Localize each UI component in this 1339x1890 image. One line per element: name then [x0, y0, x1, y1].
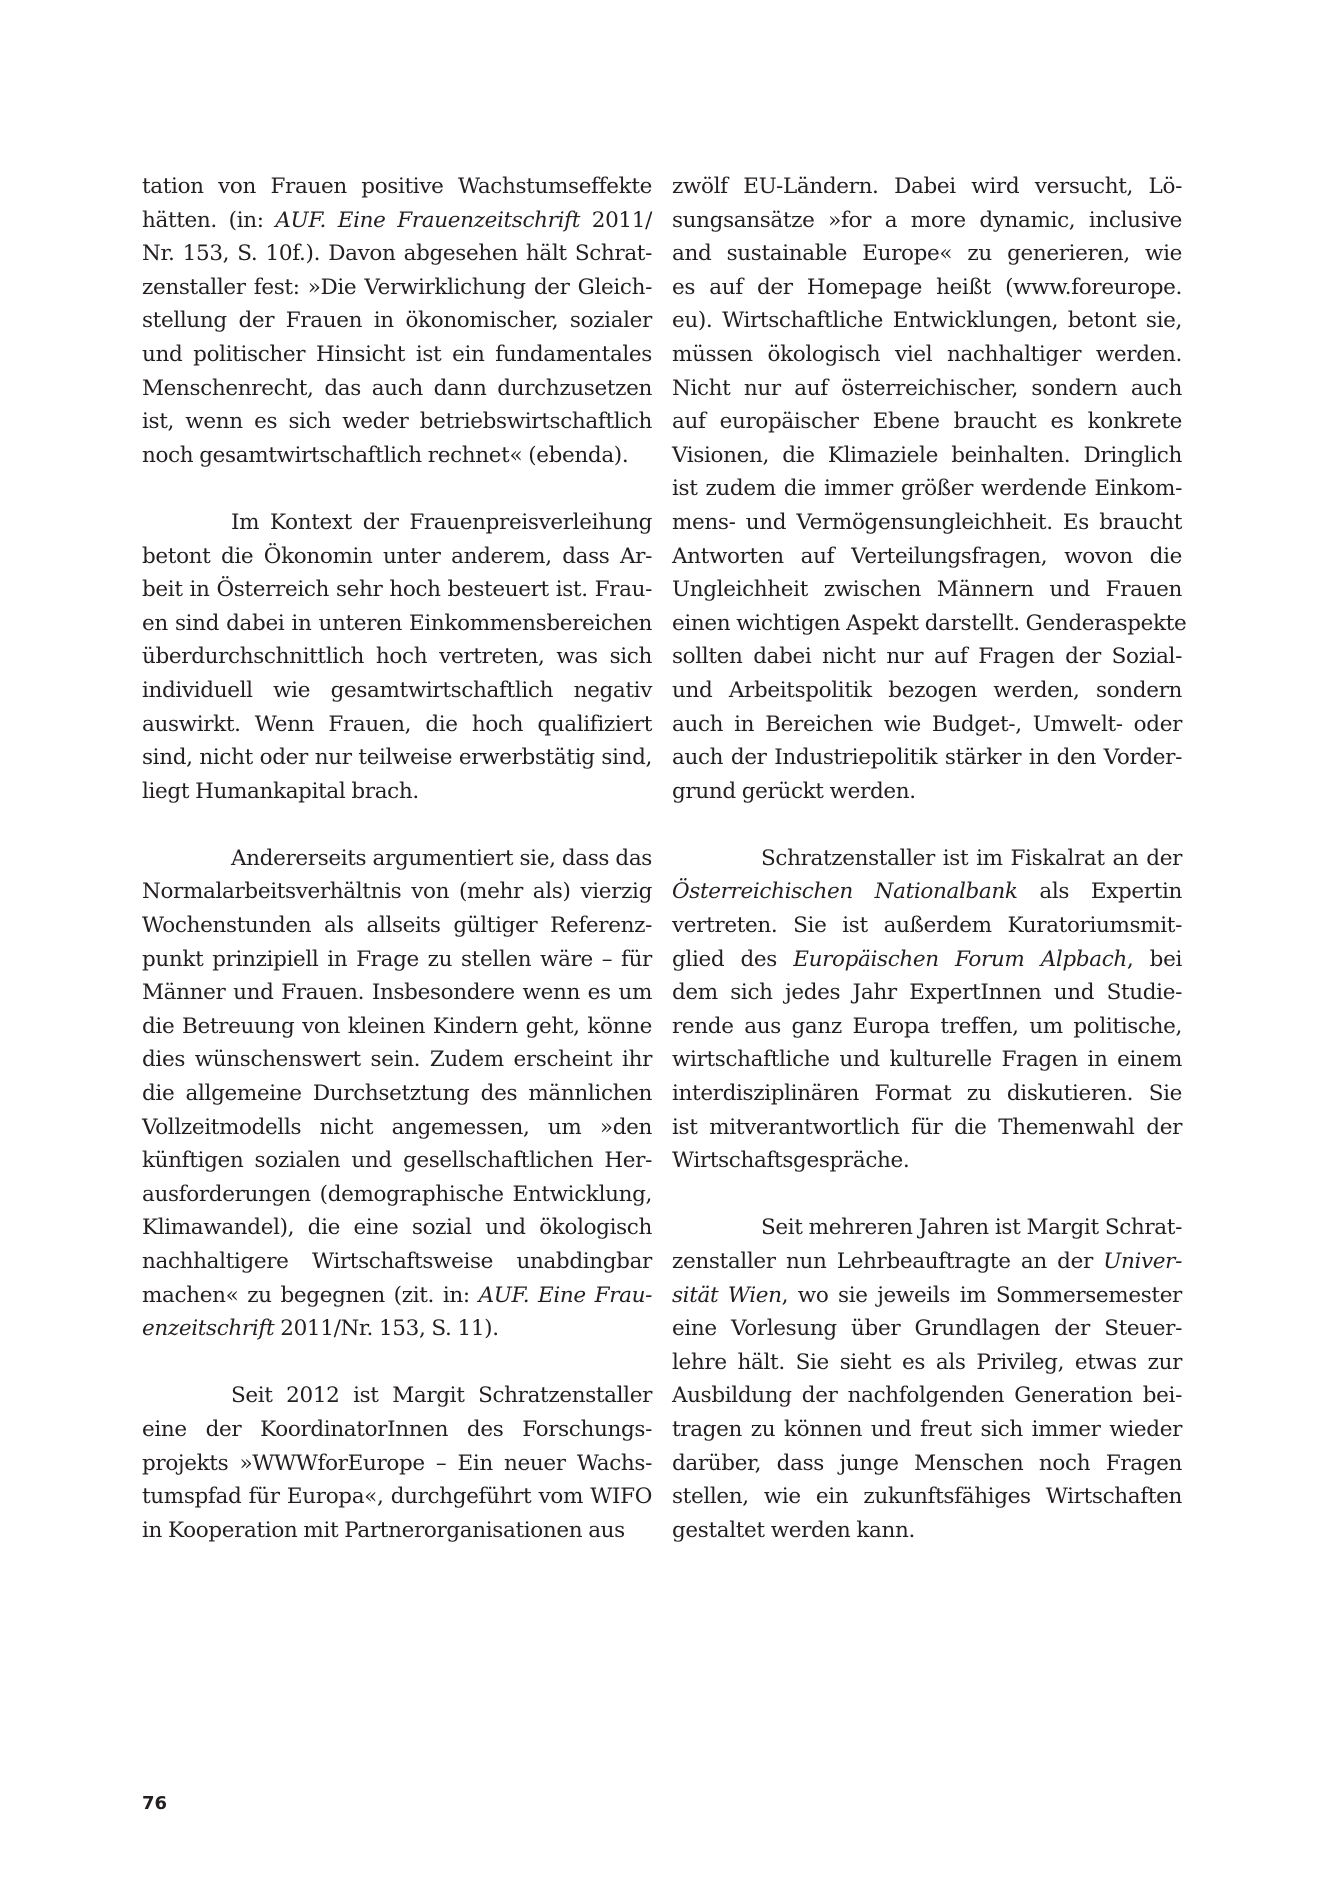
text-line — [672, 1245, 1182, 1279]
text-line — [672, 674, 1182, 708]
text-line — [672, 1413, 1182, 1447]
text-line — [672, 237, 1182, 271]
text-run: sungsansätze »for a more dynamic, inclusive — [672, 207, 1182, 233]
text-run: eine der KoordinatorInnen des Forschungs- — [142, 1416, 652, 1442]
text-run: Schratzenstaller ist im Fiskalrat an der — [761, 845, 1182, 871]
text-line — [142, 405, 652, 439]
text-run: ausforderungen (demographische Entwicklung, — [142, 1181, 652, 1207]
text-line — [142, 1447, 652, 1481]
text-run: grund gerückt werden. — [672, 778, 916, 804]
text-run: zwölf EU-Ländern. Dabei wird versucht, Lö- — [672, 174, 1182, 199]
text-run: , bei — [1126, 946, 1182, 972]
text-run: mens- und Vermögensungleichheit. Es braucht — [672, 509, 1182, 535]
text-run: es auf der Homepage heißt (www.foreurope. — [672, 274, 1182, 300]
text-run: stellen, wie ein zukunftsfähiges Wirtschaften — [672, 1484, 1182, 1510]
text-run: zenstaller fest: »Die Verwirklichung der Gleich- — [142, 274, 652, 300]
text-run: vertreten. Sie ist außerdem Kuratoriumsmit- — [672, 913, 1182, 939]
text-line — [142, 506, 652, 540]
text-run: sind, nicht oder nur teilweise erwerbstätig sind, — [142, 745, 652, 771]
text-run: projekts »WWWforEurope – Ein neuer Wachs- — [142, 1450, 652, 1476]
text-line — [672, 875, 1182, 909]
text-line — [672, 1514, 1182, 1548]
text-line — [672, 405, 1182, 439]
text-run: ist mitverantwortlich für die Themenwahl der — [672, 1114, 1182, 1140]
text-run: interdisziplinären Format zu diskutieren. Sie — [672, 1081, 1182, 1107]
text-line — [142, 1043, 652, 1077]
paragraph — [672, 170, 1187, 808]
text-run: darüber, dass junge Menschen noch Fragen — [672, 1450, 1182, 1476]
text-run: Menschenrecht, das auch dann durchzusetzen — [142, 375, 652, 401]
text-run: Wochenstunden als allseits gültiger Referenz- — [142, 913, 652, 939]
text-run: en sind dabei in unteren Einkommensbereichen — [142, 610, 652, 636]
text-run: und politischer Hinsicht ist ein fundamentales — [142, 341, 652, 367]
text-line — [142, 573, 652, 607]
text-line — [142, 708, 652, 742]
text-line — [142, 640, 652, 674]
text-line — [142, 1211, 652, 1245]
text-run: punkt prinzipiell in Frage zu stellen wäre – für — [142, 946, 652, 972]
text-line — [142, 237, 652, 271]
paragraph — [672, 842, 1182, 1178]
text-line — [142, 607, 652, 641]
text-line — [142, 1413, 652, 1447]
text-line — [142, 1010, 652, 1044]
text-run: die Betreuung von kleinen Kindern geht, könne — [142, 1013, 652, 1039]
text-run: sollten dabei nicht nur auf Fragen der Sozial- — [672, 644, 1182, 670]
text-run: 2011/Nr. 153, S. 11). — [274, 1316, 499, 1342]
paragraph — [672, 1211, 1182, 1547]
text-run: als Expertin — [1017, 879, 1182, 905]
text-line — [142, 1480, 652, 1514]
text-run: Männer und Frauen. Insbesondere wenn es um — [142, 980, 652, 1006]
text-run: noch gesamtwirtschaftlich rechnet« (ebenda). — [142, 442, 629, 468]
text-line — [672, 909, 1182, 943]
text-line — [142, 842, 652, 876]
text-run: betont die Ökonomin unter anderem, dass Ar- — [142, 543, 652, 569]
text-run: Visionen, die Klimaziele beinhalten. Dringlich — [672, 442, 1182, 468]
text-line — [672, 573, 1182, 607]
paragraph — [142, 170, 652, 472]
text-line — [672, 1144, 1182, 1178]
text-line — [142, 976, 652, 1010]
text-line — [672, 1111, 1182, 1145]
text-line — [142, 909, 652, 943]
text-run: und Arbeitspolitik bezogen werden, sondern — [672, 677, 1182, 703]
text-run: Nicht nur auf österreichischer, sondern auch — [672, 375, 1182, 401]
text-run: Nr. 153, S. 10f.). Davon abgesehen hält Schrat- — [142, 241, 652, 267]
text-line — [142, 775, 652, 809]
right-text-column — [672, 170, 1187, 1547]
text-line — [142, 1279, 652, 1313]
text-run: Seit 2012 ist Margit Schratzenstaller — [231, 1383, 652, 1409]
text-run: auswirkt. Wenn Frauen, die hoch qualifiziert — [142, 711, 652, 737]
text-line — [672, 1211, 1182, 1245]
text-run: dem sich jedes Jahr ExpertInnen und Studie- — [672, 980, 1182, 1006]
text-run: Klimawandel), die eine sozial und ökologisch — [142, 1215, 652, 1241]
text-line — [672, 1010, 1182, 1044]
text-run: beit in Österreich sehr hoch besteuert ist. Frau- — [142, 577, 652, 603]
text-run: künftigen sozialen und gesellschaftlichen Her- — [142, 1148, 652, 1174]
text-run: machen« zu begegnen (zit. in: — [142, 1282, 479, 1308]
text-run: Vollzeitmodells nicht angemessen, um »den — [142, 1114, 652, 1140]
text-line — [142, 338, 652, 372]
text-line — [672, 1043, 1182, 1077]
text-line — [672, 506, 1182, 540]
text-line — [672, 607, 1187, 641]
text-line — [142, 540, 652, 574]
text-line — [672, 540, 1182, 574]
text-run: Wirtschaftsgespräche. — [672, 1148, 910, 1174]
text-line — [142, 439, 652, 473]
text-line — [142, 1178, 652, 1212]
text-line — [672, 204, 1182, 238]
text-run: rende aus ganz Europa treffen, um politische, — [672, 1013, 1182, 1039]
text-line — [672, 1346, 1182, 1380]
page-number: 76 — [142, 1793, 168, 1814]
text-line — [142, 1245, 652, 1279]
text-line — [142, 1144, 652, 1178]
text-run: Seit mehreren Jahren ist Margit Schrat- — [761, 1215, 1182, 1241]
text-line — [672, 943, 1182, 977]
text-run: Andererseits argumentiert sie, dass das — [231, 845, 652, 871]
text-line — [672, 338, 1182, 372]
text-line — [672, 741, 1182, 775]
text-run: dies wünschenswert sein. Zudem erscheint ihr — [142, 1047, 652, 1073]
text-run: wirtschaftliche und kulturelle Fragen in einem — [672, 1047, 1182, 1073]
paragraph — [142, 1379, 652, 1547]
text-run: 2011/ — [580, 207, 652, 233]
text-run: in Kooperation mit Partnerorganisationen aus — [142, 1517, 625, 1543]
italic-title: enzeitschrift — [142, 1316, 275, 1342]
text-run: tumspfad für Europa«, durchgeführt vom WIFO — [142, 1484, 652, 1510]
text-run: Antworten auf Verteilungsfragen, wovon die — [672, 543, 1182, 569]
text-line — [672, 439, 1182, 473]
text-line — [672, 1312, 1182, 1346]
text-line — [672, 1447, 1182, 1481]
text-run: Ungleichheit zwischen Männern und Frauen — [672, 577, 1182, 603]
text-run: auch der Industriepolitik stärker in den Vorder- — [672, 745, 1182, 771]
text-run: auf europäischer Ebene braucht es konkrete — [672, 409, 1182, 435]
text-line — [672, 472, 1182, 506]
text-run: tation von Frauen positive Wachstumseffekte — [142, 174, 652, 199]
text-run: eine Vorlesung über Grundlagen der Steuer- — [672, 1316, 1182, 1342]
left-text-column — [142, 170, 652, 1547]
paragraph — [142, 506, 652, 808]
text-line — [142, 1077, 652, 1111]
text-run: gestaltet werden kann. — [672, 1517, 915, 1543]
text-line — [142, 1379, 652, 1413]
text-run: hätten. (in: — [142, 207, 276, 233]
paragraph — [142, 842, 652, 1346]
text-line — [672, 170, 1182, 204]
text-run: zenstaller nun Lehrbeauftragte an der — [672, 1249, 1104, 1274]
italic-title: AUF. Eine Frauenzeitschrift — [275, 207, 581, 233]
text-line — [672, 976, 1182, 1010]
text-line — [672, 1480, 1182, 1514]
text-line — [142, 271, 652, 305]
text-line — [672, 1279, 1182, 1313]
text-run: ist, wenn es sich weder betriebswirtschaftlich — [142, 409, 652, 435]
text-run: and sustainable Europe« zu generieren, wie — [672, 241, 1182, 267]
text-run: Normalarbeitsverhältnis von (mehr als) vierzig — [142, 879, 652, 905]
text-line — [672, 1379, 1182, 1413]
text-line — [142, 304, 652, 338]
text-line — [672, 1077, 1182, 1111]
text-run: individuell wie gesamtwirtschaftlich negativ — [142, 677, 652, 703]
text-line — [672, 640, 1182, 674]
text-run: müssen ökologisch viel nachhaltiger werden. — [672, 341, 1182, 367]
text-line — [142, 943, 652, 977]
text-line — [672, 842, 1182, 876]
text-run: glied des — [672, 946, 794, 972]
text-line — [142, 1312, 652, 1346]
text-run: überdurchschnittlich hoch vertreten, was sich — [142, 644, 652, 670]
text-line — [142, 1111, 652, 1145]
text-run: nachhaltigere Wirtschaftsweise unabdingbar — [142, 1249, 652, 1274]
italic-title: Univer- — [1103, 1249, 1182, 1274]
text-line — [142, 741, 652, 775]
text-run: liegt Humankapital brach. — [142, 778, 419, 804]
text-line — [142, 204, 652, 238]
italic-title: Österreichischen Nationalbank — [672, 879, 1018, 905]
text-run: Im Kontext der Frauenpreisverleihung — [231, 509, 652, 535]
text-line — [142, 875, 652, 909]
italic-title: sität Wien — [672, 1282, 782, 1308]
italic-title: AUF. Eine Frau- — [478, 1282, 652, 1308]
text-run: stellung der Frauen in ökonomischer, sozialer — [142, 308, 652, 334]
text-run: einen wichtigen Aspekt darstellt. Genderaspekte — [672, 610, 1187, 636]
text-run: auch in Bereichen wie Budget-, Umwelt- oder — [672, 711, 1182, 737]
text-run: die allgemeine Durchsetztung des männlichen — [142, 1081, 652, 1107]
text-line — [672, 372, 1182, 406]
text-run: tragen zu können und freut sich immer wieder — [672, 1416, 1182, 1442]
text-run: , wo sie jeweils im Sommersemester — [781, 1282, 1182, 1308]
text-run: ist zudem die immer größer werdende Einkom- — [672, 476, 1182, 502]
text-line — [672, 304, 1182, 338]
text-line — [672, 775, 1182, 809]
text-line — [142, 674, 652, 708]
text-run: lehre hält. Sie sieht es als Privileg, etwas zur — [672, 1349, 1182, 1375]
text-run: eu). Wirtschaftliche Entwicklungen, betont sie, — [672, 308, 1182, 334]
text-run: Ausbildung der nachfolgenden Generation bei- — [672, 1383, 1182, 1409]
text-line — [672, 708, 1182, 742]
italic-title: Europäischen Forum Alpbach — [793, 946, 1127, 972]
text-line — [142, 1514, 652, 1548]
text-line — [142, 170, 652, 204]
text-line — [672, 271, 1182, 305]
text-line — [142, 372, 652, 406]
